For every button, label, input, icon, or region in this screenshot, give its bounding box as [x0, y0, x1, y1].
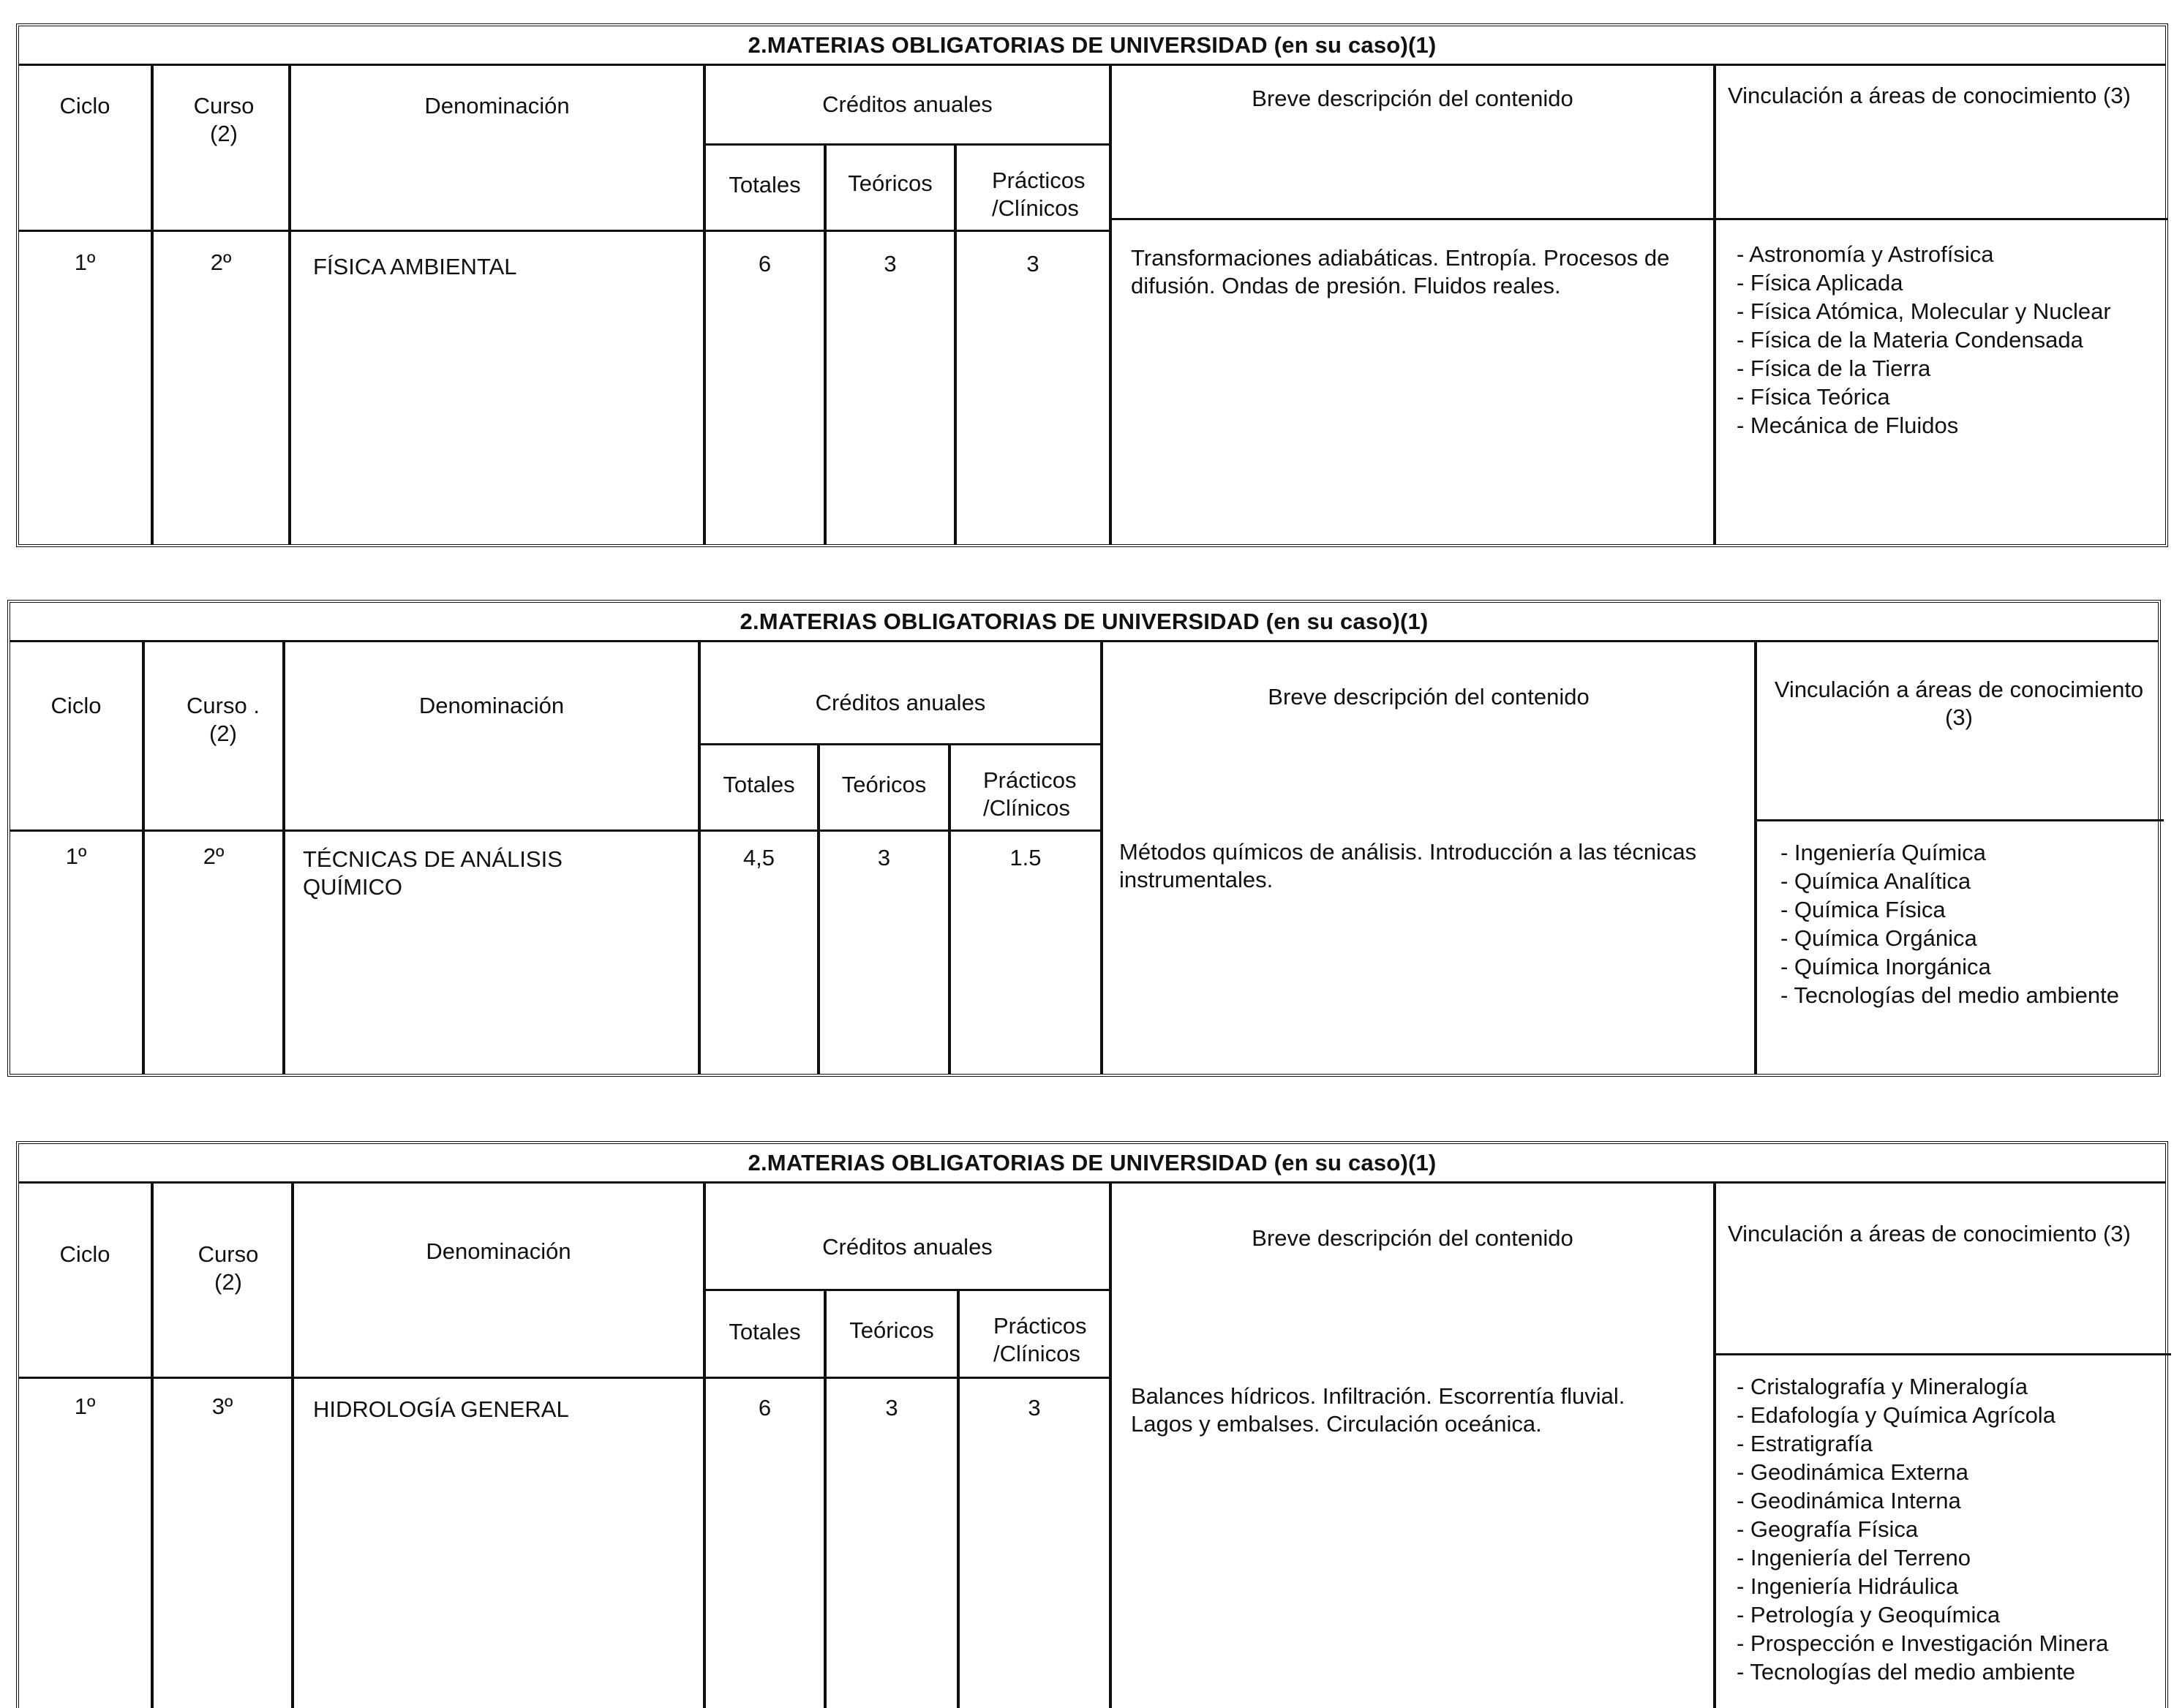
header-curso: Curso (2): [193, 93, 255, 146]
row-descripcion: Métodos químicos de análisis. Introducción a las técnicas instrumentales.: [1119, 839, 1697, 892]
header-descripcion: Breve descripción del contenido: [1268, 684, 1590, 710]
row-descripcion: Balances hídricos. Infiltración. Escorrentía fluvial. Lagos y embalses. Circulación oceánica.: [1131, 1383, 1625, 1437]
subject-table-3: [16, 1141, 2168, 1708]
row-curso: 3º: [211, 1393, 233, 1419]
row-ciclo: 1º: [74, 1393, 96, 1419]
header-denominacion: Denominación: [424, 93, 570, 118]
header-practicos: Prácticos /Clínicos: [993, 1313, 1087, 1366]
row-denominacion: TÉCNICAS DE ANÁLISIS QUÍMICO: [303, 846, 563, 900]
header-teoricos: Teóricos: [849, 1317, 934, 1343]
header-practicos: Prácticos /Clínicos: [983, 767, 1077, 821]
row-denominacion: FÍSICA AMBIENTAL: [313, 254, 517, 279]
table-title: 2.MATERIAS OBLIGATORIAS DE UNIVERSIDAD (en su caso)(1): [19, 26, 2165, 66]
list-item: - Física Teórica: [1737, 384, 1890, 410]
list-item: - Química Inorgánica: [1780, 954, 1991, 979]
header-vinculacion: Vinculación a áreas de conocimiento (3): [1728, 83, 2131, 108]
header-totales: Totales: [723, 772, 795, 797]
list-item: - Física de la Tierra: [1737, 355, 1931, 381]
row-totales: 6: [758, 251, 772, 276]
list-item: - Astronomía y Astrofísica: [1737, 241, 1994, 267]
row-curso: 2º: [210, 249, 232, 275]
row-practicos: 3: [1028, 1395, 1041, 1421]
header-teoricos: Teóricos: [848, 170, 933, 196]
row-denominacion: HIDROLOGÍA GENERAL: [313, 1396, 569, 1422]
header-creditos: Créditos anuales: [815, 690, 986, 715]
list-item: - Ingeniería Hidráulica: [1737, 1573, 1959, 1599]
header-vinculacion: Vinculación a áreas de conocimiento (3): [1774, 677, 2144, 730]
subject-table-1: [16, 23, 2168, 547]
list-item: - Tecnologías del medio ambiente: [1737, 1659, 2075, 1685]
header-creditos: Créditos anuales: [822, 1234, 993, 1260]
row-practicos: 1.5: [1009, 845, 1042, 870]
row-areas: [1737, 240, 2168, 440]
list-item: - Física de la Materia Condensada: [1737, 327, 2083, 353]
list-item: - Edafología y Química Agrícola: [1737, 1402, 2055, 1428]
subject-table-2: [7, 600, 2161, 1077]
header-totales: Totales: [729, 1319, 801, 1344]
header-vinculacion: Vinculación a áreas de conocimiento (3): [1728, 1221, 2131, 1246]
row-descripcion: Transformaciones adiabáticas. Entropía. Procesos de difusión. Ondas de presión. Fluidos reales.: [1131, 245, 1670, 298]
row-curso: 2º: [203, 843, 225, 869]
list-item: - Geografía Física: [1737, 1516, 1919, 1542]
list-item: - Química Orgánica: [1780, 925, 1977, 951]
header-ciclo: Ciclo: [59, 93, 110, 118]
row-totales: 4,5: [742, 845, 775, 870]
list-item: - Tecnologías del medio ambiente: [1780, 982, 2119, 1008]
row-totales: 6: [758, 1395, 772, 1421]
header-practicos: Prácticos /Clínicos: [992, 168, 1086, 221]
header-curso: Curso (2): [198, 1241, 259, 1295]
list-item: - Física Aplicada: [1737, 270, 1903, 296]
row-practicos: 3: [1026, 251, 1039, 276]
list-item: - Cristalografía y Mineralogía: [1737, 1374, 2028, 1399]
table-title: 2.MATERIAS OBLIGATORIAS DE UNIVERSIDAD (en su caso)(1): [19, 1144, 2165, 1184]
row-teoricos: 3: [877, 845, 891, 870]
list-item: - Ingeniería del Terreno: [1737, 1545, 1971, 1570]
row-areas: [1737, 1372, 2168, 1686]
list-item: - Estratigrafía: [1737, 1431, 1873, 1456]
header-ciclo: Ciclo: [59, 1241, 110, 1267]
list-item: - Geodinámica Interna: [1737, 1488, 1961, 1513]
list-item: - Prospección e Investigación Minera: [1737, 1630, 2109, 1656]
row-ciclo: 1º: [65, 843, 87, 869]
header-denominacion: Denominación: [426, 1238, 571, 1264]
row-teoricos: 3: [884, 251, 897, 276]
header-teoricos: Teóricos: [841, 772, 927, 797]
header-totales: Totales: [729, 172, 801, 197]
list-item: - Química Analítica: [1780, 868, 1971, 894]
header-curso: Curso . (2): [187, 693, 260, 746]
table-title: 2.MATERIAS OBLIGATORIAS DE UNIVERSIDAD (en su caso)(1): [10, 603, 2158, 642]
list-item: - Mecánica de Fluidos: [1737, 413, 1959, 438]
header-descripcion: Breve descripción del contenido: [1252, 1225, 1573, 1251]
list-item: - Geodinámica Externa: [1737, 1459, 1969, 1485]
list-item: - Ingeniería Química: [1780, 840, 1986, 865]
list-item: - Química Física: [1780, 897, 1946, 922]
row-ciclo: 1º: [74, 249, 96, 275]
row-areas: [1780, 838, 2161, 1009]
header-creditos: Créditos anuales: [822, 91, 993, 117]
list-item: - Petrología y Geoquímica: [1737, 1602, 2001, 1628]
header-descripcion: Breve descripción del contenido: [1252, 86, 1573, 111]
list-item: - Física Atómica, Molecular y Nuclear: [1737, 298, 2111, 324]
row-teoricos: 3: [885, 1395, 898, 1421]
header-ciclo: Ciclo: [50, 693, 102, 718]
header-denominacion: Denominación: [418, 693, 565, 718]
